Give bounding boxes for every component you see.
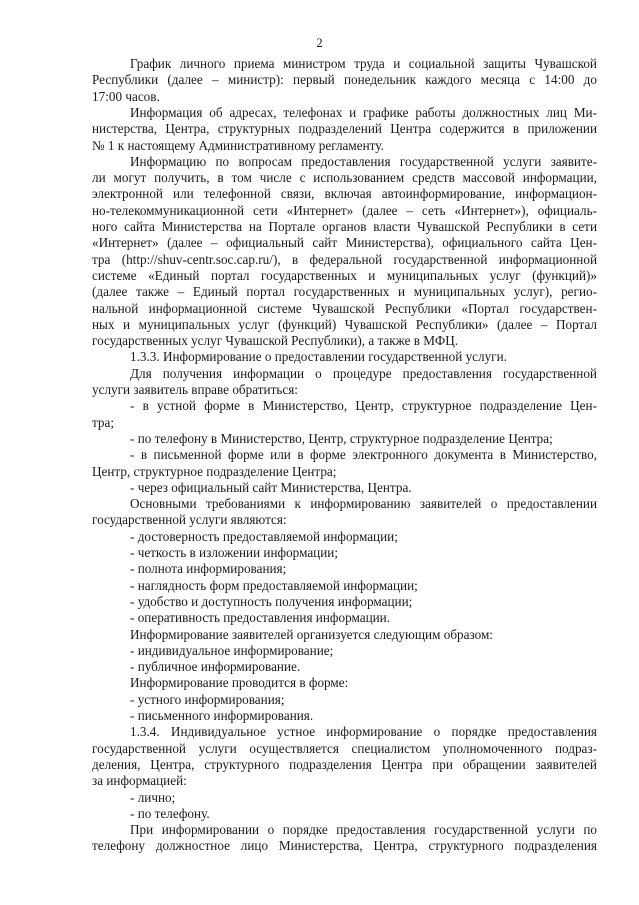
text-line: Информирование заявителей организуется следующим образом: — [130, 626, 493, 642]
text-line: телефону должностное лицо Министерства, Центра, структурного подразделения — [92, 838, 597, 854]
text-line: - достоверность предоставляемой информации; — [130, 528, 398, 544]
text-line: - в письменной форме или в форме электронного документа в Министерство, — [130, 447, 597, 463]
text-line: деления, Центра, структурного подразделения Центра при обращении заявителей — [92, 756, 597, 772]
text-line: системе «Единый портал государственных и муниципальных услуг (функций)» — [92, 267, 597, 283]
text-line: График личного приема министром труда и социальной защиты Чувашской — [130, 56, 597, 71]
text-line: за информацией: — [92, 773, 187, 789]
text-line: Информация об адресах, телефонах и графике работы должностных лиц Ми- — [130, 104, 597, 120]
text-line: - индивидуальное информирование; — [130, 642, 334, 658]
text-line: При информировании о порядке предоставления государственной услуги по — [130, 822, 597, 838]
text-line: № 1 к настоящему Административному регламенту. — [92, 137, 384, 153]
text-line: - оперативность предоставления информации. — [130, 610, 391, 626]
page-number: 2 — [316, 36, 323, 50]
text-line: - по телефону в Министерство, Центр, структурное подразделение Центра; — [130, 430, 553, 446]
text-line: Информирование проводится в форме: — [130, 675, 349, 691]
text-line: - удобство и доступность получения информации; — [130, 593, 413, 609]
text-line: Республики (далее – министр): первый понедельник каждого месяца с 14:00 до — [92, 72, 597, 88]
text-line: ных и муниципальных услуг (функций) Чувашской Республики» (далее – Портал — [92, 316, 597, 332]
text-line: Центр, структурное подразделение Центра; — [92, 463, 337, 479]
text-line: - полнота информирования; — [130, 561, 287, 577]
text-line: 1.3.3. Информирование о предоставлении государственной услуги. — [130, 349, 507, 365]
text-line: Основными требованиями к информированию заявителей о предоставлении — [130, 496, 597, 512]
text-line: - четкость в изложении информации; — [130, 545, 339, 560]
text-line: но-телекоммуникационной сети «Интернет» (далее – сеть «Интернет»), официаль- — [92, 202, 597, 218]
text-line: - публичное информирование. — [130, 659, 301, 675]
text-line: - наглядность форм предоставляемой информации; — [130, 577, 418, 593]
text-line: - устного информирования; — [130, 691, 285, 707]
text-line: Информацию по вопросам предоставления государственной услуги заявите- — [130, 153, 597, 169]
text-line: ли могут получить, в том числе с использованием средств массовой информации, — [92, 170, 597, 186]
text-line: - по телефону. — [130, 805, 210, 821]
text-line: государственных услуг Чувашской Республики), а также в МФЦ. — [92, 333, 459, 349]
text-line: государственной услуги осуществляется специалистом уполномоченного подраз- — [92, 740, 597, 756]
text-line: 17:00 часов. — [92, 88, 160, 104]
text-line: - лично; — [130, 789, 176, 805]
text-line: тра (http://shuv-centr.soc.cap.ru/), в федеральной государственной информационной — [92, 251, 597, 267]
text-line: 1.3.4. Индивидуальное устное информирование о порядке предоставления — [130, 724, 597, 740]
text-line: нистерства, Центра, структурных подразделений Центра содержится в приложении — [92, 121, 597, 137]
text-line: - письменного информирования. — [130, 708, 314, 723]
text-line: - в устной форме в Министерство, Центр, структурное подразделение Цен- — [130, 398, 597, 414]
text-line: - через официальный сайт Министерства, Центра. — [130, 479, 412, 495]
text-line: электронной или телефонной связи, включая автоинформирование, информацион- — [92, 186, 597, 202]
text-line: ного сайта Министерства на Портале органов власти Чувашской Республики в сети — [92, 219, 597, 234]
text-line: «Интернет» (далее – официальный сайт Министерства), официального сайта Цен- — [92, 235, 597, 251]
text-line: услуги заявитель вправе обратиться: — [92, 382, 298, 397]
text-line: нальной информационной системе Чувашской Республики «Портал государствен- — [92, 300, 597, 316]
text-line: Для получения информации о процедуре предоставления государственной — [130, 365, 597, 381]
text-line: тра; — [92, 414, 115, 430]
text-line: государственной услуги являются: — [92, 512, 287, 528]
text-line: (далее также – Единый портал государственных и муниципальных услуг), регио- — [92, 284, 597, 300]
